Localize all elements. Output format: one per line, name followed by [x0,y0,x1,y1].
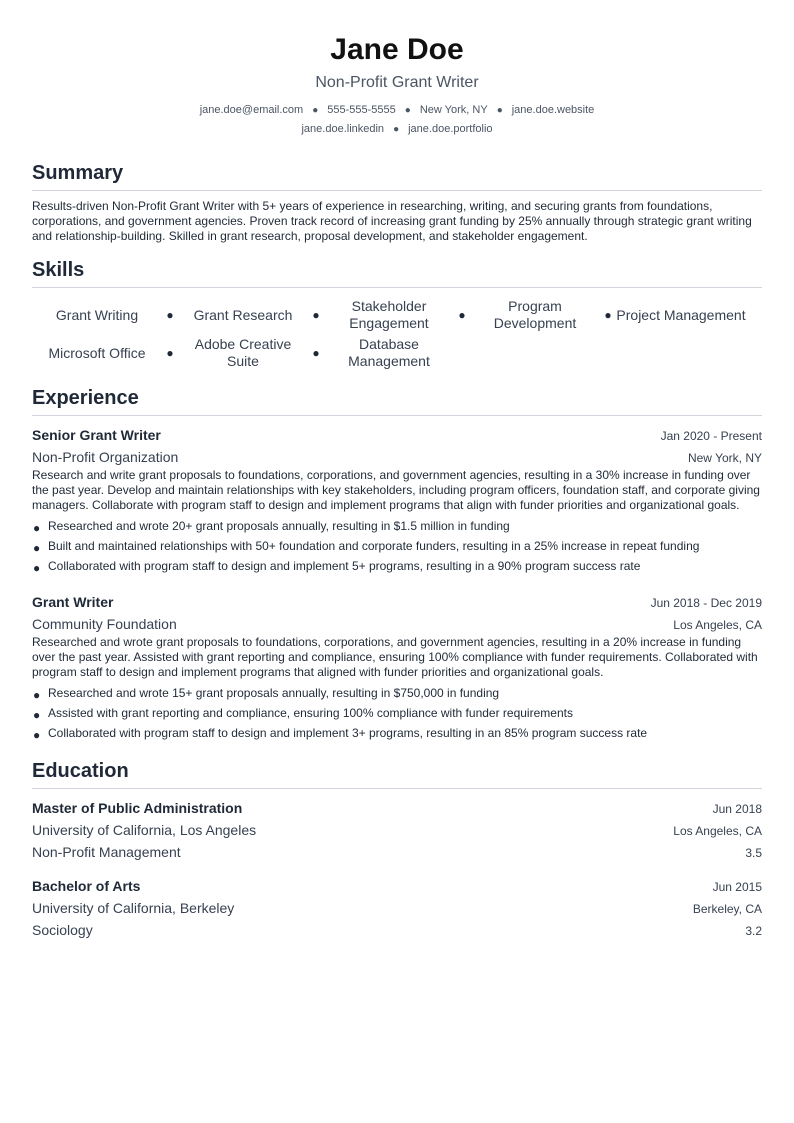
job-dates: Jun 2018 - Dec 2019 [650,596,762,610]
job-title: Senior Grant Writer [32,427,161,443]
skill-item: Database Management [348,336,430,369]
job-header-row [32,425,762,446]
skill-item: Adobe Creative Suite [194,336,292,369]
separator-dot: ● [312,105,319,116]
edu-gpa: 3.5 [745,846,762,860]
job-bullet [32,556,762,576]
job-entry [32,592,762,743]
skill-item: Grant Research [193,306,293,323]
job-org-row [32,613,762,635]
job-description: Researched and wrote grant proposals to foundations, corporations, and government agencies, resulting in a 20% increase in funding over the past year. Assisted with grant reporting and compliance, ensuring 100% compliance with funder requirements. Collaborated with program staff to design and implement programs that aligned with funder priorities and organizational goals. [32,635,758,679]
summary-heading: Summary [32,161,762,191]
bullet-dot-icon: ● [33,688,41,702]
skill-separator: ● [458,308,466,322]
bullet-dot-icon: ● [33,728,41,742]
edu-location: Berkeley, CA [692,902,762,916]
edu-gpa: 3.2 [745,924,762,938]
job-title: Grant Writer [32,594,114,610]
bullet-dot-icon: ● [33,521,41,535]
education-heading: Education [32,759,762,789]
edu-field-row [32,920,762,942]
contact-phone[interactable]: 555-555-5555 [327,104,396,116]
edu-school: University of California, Los Angeles [32,822,257,838]
contact-website[interactable]: jane.doe.website [511,104,595,116]
edu-field: Sociology [32,922,93,938]
summary-text: Results-driven Non-Profit Grant Writer with 5+ years of experience in researching, writing, and securing grants from foundations, corporations, and government agencies. Proven track record of increasing grant funding by 25% annually through strategic grant writing and relationship-building. Skilled in grant research, proposal development, and stakeholder engagement. [32,199,752,243]
job-bullet-text: Assisted with grant reporting and compliance, ensuring 100% compliance with funder requirements [48,706,573,720]
skill-item: Project Management [616,306,746,323]
edu-degree: Master of Public Administration [32,800,243,816]
bullet-dot-icon: ● [33,541,41,555]
job-bullet-text: Collaborated with program staff to design and implement 5+ programs, resulting in a 90% program success rate [48,559,641,573]
job-bullet [32,516,762,536]
edu-degree: Bachelor of Arts [32,878,141,894]
separator-dot: ● [496,105,503,116]
skill-separator: ● [312,346,320,360]
job-header-row [32,592,762,613]
edu-location: Los Angeles, CA [673,824,762,838]
job-entry [32,425,762,576]
job-bullet [32,683,762,703]
skills-grid [32,296,762,372]
job-bullet-text: Researched and wrote 20+ grant proposals annually, resulting in $1.5 million in funding [48,519,510,533]
contact-linkedin[interactable]: jane.doe.linkedin [301,123,385,135]
experience-section [32,386,762,743]
job-bullet-text: Researched and wrote 15+ grant proposals annually, resulting in $750,000 in funding [48,686,500,700]
contact-portfolio[interactable]: jane.doe.portfolio [408,123,493,135]
contact-location: New York, NY [419,104,488,116]
job-description: Research and write grant proposals to foundations, corporations, and government agencies, resulting in a 30% increase in funding over the past year. Develop and maintain relationships with key stakeholders, including program officers, foundation staff, and corporate giving managers. Collaborate with program staff to design and implement programs that align with funder priorities and organizational goals. [32,468,760,512]
contact-line-1 [32,101,762,120]
edu-degree-row [32,798,762,820]
edu-field-row [32,842,762,864]
job-bullet [32,536,762,556]
candidate-title: Non-Profit Grant Writer [315,74,479,91]
separator-dot: ● [393,124,400,135]
job-organization: Non-Profit Organization [32,449,179,465]
skill-item: Grant Writing [55,306,139,323]
summary-section [32,161,762,244]
skill-separator: ● [166,346,174,360]
skill-separator: ● [604,308,612,322]
job-location: Los Angeles, CA [673,618,762,632]
job-bullet-text: Built and maintained relationships with 50+ foundation and corporate funders, resulting in a 25% increase in repeat funding [48,539,700,553]
job-org-row [32,446,762,468]
skill-separator: ● [166,308,174,322]
bullet-dot-icon: ● [33,708,41,722]
job-dates: Jan 2020 - Present [660,429,762,443]
job-bullet [32,723,762,743]
job-organization: Community Foundation [32,616,177,632]
skills-section [32,258,762,372]
edu-school-row [32,898,762,920]
skill-item: Stakeholder Engagement [349,298,429,331]
resume-header [32,0,762,139]
separator-dot: ● [404,105,411,116]
skills-row [32,296,762,334]
education-entry [32,798,762,864]
education-section [32,759,762,942]
edu-date: Jun 2015 [712,880,762,894]
edu-degree-row [32,876,762,898]
skills-row [32,334,762,372]
skills-heading: Skills [32,258,762,288]
contact-email[interactable]: jane.doe@email.com [199,104,304,116]
experience-heading: Experience [32,386,762,416]
skill-separator: ● [312,308,320,322]
edu-school-row [32,820,762,842]
job-bullets [32,516,762,576]
job-bullet [32,703,762,723]
edu-school: University of California, Berkeley [32,900,235,916]
education-entry [32,876,762,942]
job-location: New York, NY [687,451,762,465]
candidate-name: Jane Doe [330,33,464,66]
contact-line-2 [32,120,762,139]
skill-item: Program Development [493,298,577,331]
job-bullets [32,683,762,743]
job-bullet-text: Collaborated with program staff to design and implement 3+ programs, resulting in an 85% program success rate [48,726,648,740]
edu-date: Jun 2018 [712,802,762,816]
bullet-dot-icon: ● [33,561,41,575]
skill-item: Microsoft Office [48,344,146,361]
edu-field: Non-Profit Management [32,844,181,860]
